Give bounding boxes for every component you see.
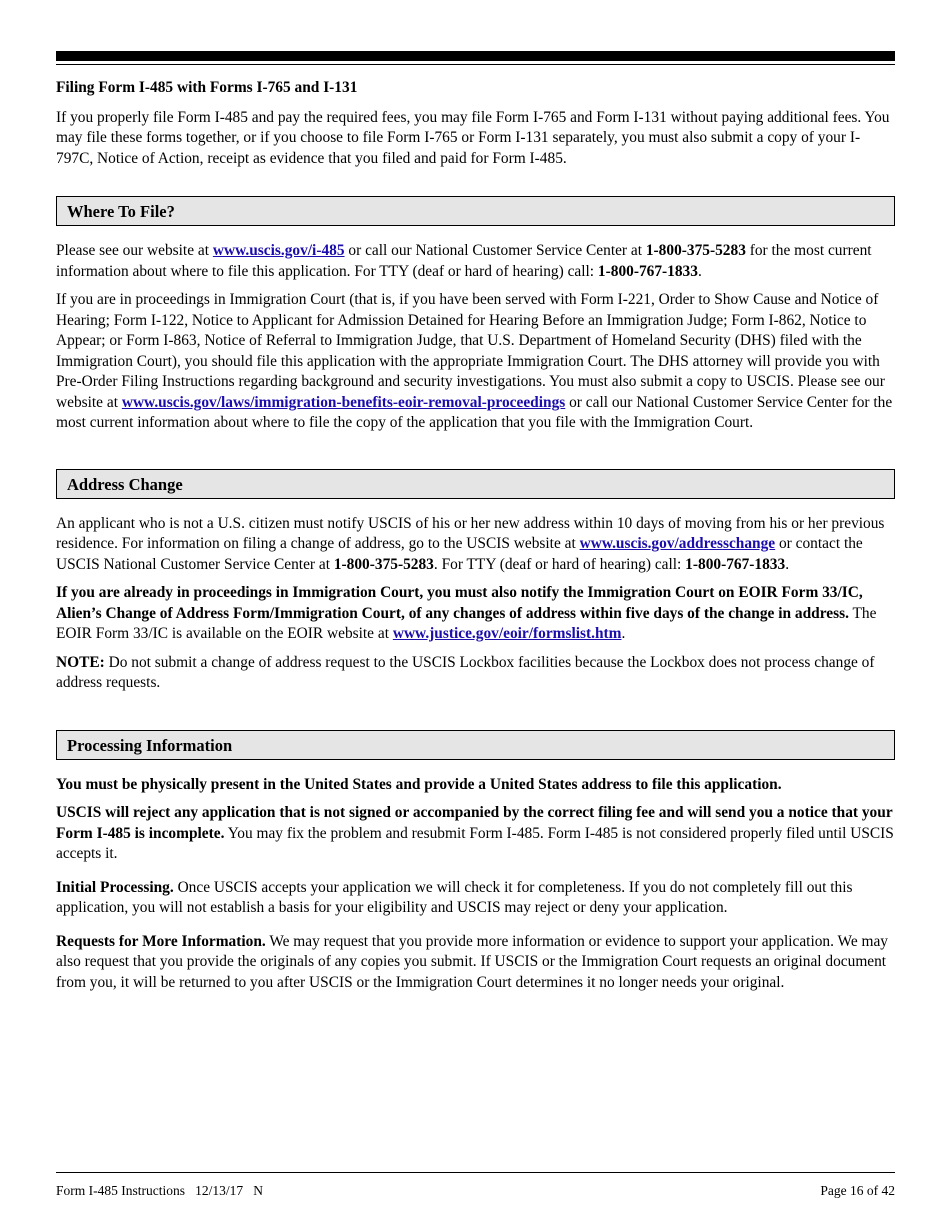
footer-page-number: Page 16 of 42	[820, 1183, 895, 1198]
eoir-forms-link[interactable]: www.justice.gov/eoir/formslist.htm	[392, 625, 622, 642]
initial-processing-paragraph: Initial Processing. Once USCIS accepts your application we will check it for completeness. If you do not completely fill out this application, you will not establish a basis for your eligibility and USCIS may reject or deny your application.	[56, 878, 853, 916]
section-processing-information: Processing Information	[56, 730, 895, 760]
address-change-note: NOTE: Do not submit a change of address request to the USCIS Lockbox facilities because the Lockbox does not process change of address requests.	[56, 653, 875, 691]
where-to-file-paragraph-1: Please see our website at www.uscis.gov/i-485 or call our National Customer Service Center at 1-800-375-5283 for the most current information about where to file this application. For TTY (deaf or hard of hearing) call: 1-800-767-1833.	[56, 242, 872, 280]
page-content	[56, 78, 895, 1001]
ncsc-phone: 1-800-375-5283	[645, 242, 746, 259]
uscis-i485-link[interactable]: www.uscis.gov/i-485	[212, 242, 345, 259]
section-address-change: Address Change	[56, 469, 895, 499]
footer-rule	[56, 1172, 895, 1173]
header-thin-rule	[56, 64, 895, 65]
tty-phone: 1-800-767-1833	[597, 262, 698, 280]
processing-paragraph-2: USCIS will reject any application that is not signed or accompanied by the correct filing fee and will send you a notice that your Form I-485 is incomplete. You may fix the problem and resubmit Form I-485. Form I-485 is not considered properly filed until USCIS accepts it.	[56, 804, 894, 862]
requests-more-info-paragraph: Requests for More Information. We may request that you provide more information or evidence to support your application. We may also request that you provide the originals of any copies you submit. If USCIS or the Immigration Court requests an original document from you, it will be returned to you after USCIS or the Immigration Court determines it no longer needs your original.	[56, 932, 888, 991]
ncsc-phone: 1-800-375-5283	[333, 555, 434, 573]
filing-paragraph: If you properly file Form I-485 and pay the required fees, you may file Form I-765 and Form I-131 without paying additional fees. You may file these forms together, or if you choose to file Form I-765 or Form I-131 separately, you must also submit a copy of your I-797C, Notice of Action, receipt as evidence that you filed and paid for Form I-485.	[56, 108, 890, 167]
section-where-to-file: Where To File?	[56, 196, 895, 226]
address-change-paragraph-2: If you are already in proceedings in Immigration Court, you must also notify the Immigration Court on EOIR Form 33/IC, Alien’s Change of Address Form/Immigration Court, of any changes of address within five days of the change in address. The EOIR Form 33/IC is available on the EOIR website at www.justice.gov/eoir/formslist.htm.	[56, 584, 877, 642]
where-to-file-paragraph-2: If you are in proceedings in Immigration Court (that is, if you have been served with Form I-221, Order to Show Cause and Notice of Hearing; Form I-122, Notice to Applicant for Admission Detained for Hearing Before an Immigration Judge; Form I-862, Notice to Appear; or Form I-863, Notice of Referral to Immigration Judge, that U.S. Department of Homeland Security (DHS) filed with the Immigration Court), you should file this application with the appropriate Immigration Court. The DHS attorney will provide you with Pre-Order Filing Instructions regarding background and security investigations. You must also submit a copy to USCIS. Please see our website at www.uscis.gov/laws/immigration-benefits-eoir-removal-proceedings or call our National Customer Service Center for the most current information about where to file the copy of the application that you file with the Immigration Court.	[56, 291, 893, 431]
header-thick-rule	[56, 51, 895, 61]
tty-phone: 1-800-767-1833	[685, 555, 786, 573]
address-change-paragraph-1: An applicant who is not a U.S. citizen must notify USCIS of his or her new address within 10 days of moving from his or her previous residence. For information on filing a change of address, go to the USCIS website at www.uscis.gov/addresschange or contact the USCIS National Customer Service Center at 1-800-375-5283. For TTY (deaf or hard of hearing) call: 1-800-767-1833.	[56, 514, 885, 573]
footer-form-label: Form I-485 Instructions 12/13/17 N	[56, 1183, 263, 1198]
address-change-link[interactable]: www.uscis.gov/addresschange	[579, 535, 776, 552]
filing-heading: Filing Form I-485 with Forms I-765 and I-131	[56, 79, 358, 96]
processing-paragraph-1: You must be physically present in the United States and provide a United States address to file this application.	[56, 775, 782, 793]
eoir-removal-proceedings-link[interactable]: www.uscis.gov/laws/immigration-benefits-eoir-removal-proceedings	[121, 393, 566, 411]
